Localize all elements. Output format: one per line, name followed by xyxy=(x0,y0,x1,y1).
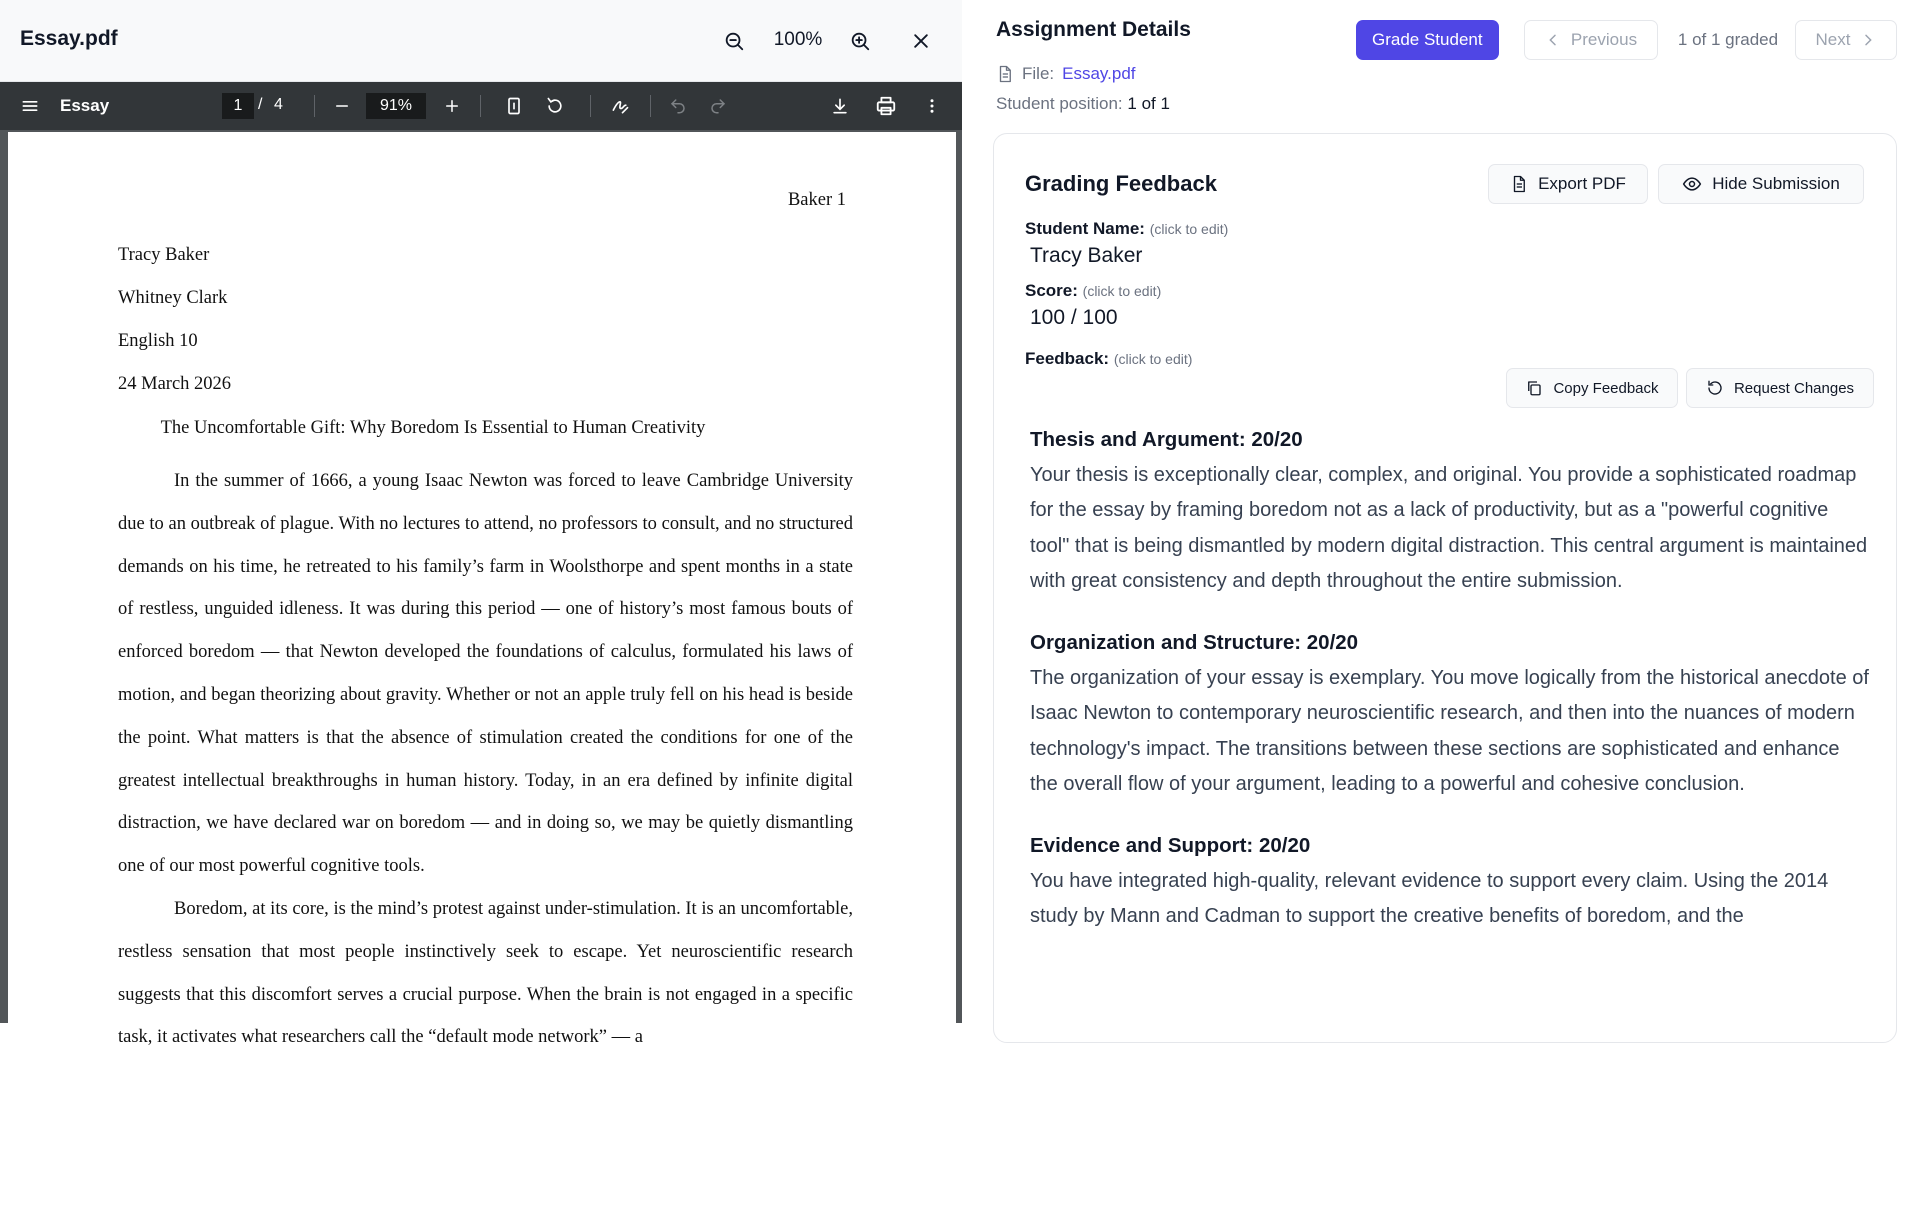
download-icon xyxy=(830,96,850,116)
more-vert-icon xyxy=(923,97,941,115)
pdf-toolbar xyxy=(0,82,962,130)
more-options-button[interactable] xyxy=(916,90,948,122)
edit-hint: (click to edit) xyxy=(1113,351,1193,367)
pdf-page xyxy=(8,132,956,1232)
feedback-section xyxy=(1030,828,1870,935)
document-name: Essay xyxy=(60,96,110,115)
student-name-label xyxy=(1025,219,1228,239)
zoom-in-icon xyxy=(849,30,871,52)
zoom-percent-input[interactable] xyxy=(366,93,426,119)
annotate-button[interactable] xyxy=(604,90,636,122)
zoom-out-icon xyxy=(723,30,745,52)
edit-hint: (click to edit) xyxy=(1149,221,1229,237)
author-name: Tracy Baker xyxy=(118,245,210,265)
student-position xyxy=(996,94,1170,114)
position-value: 1 of 1 xyxy=(1127,94,1170,113)
close-icon xyxy=(911,31,931,51)
essay-body xyxy=(118,460,853,1059)
copy-feedback-label: Copy Feedback xyxy=(1553,379,1659,397)
minus-icon xyxy=(333,97,351,115)
undo-button[interactable] xyxy=(662,90,694,122)
feedback-section-heading: Organization and Structure: 20/20 xyxy=(1030,630,1359,654)
chevron-left-icon xyxy=(1545,32,1561,48)
card-title: Grading Feedback xyxy=(1025,171,1217,196)
refresh-icon xyxy=(1706,379,1724,397)
redo-button[interactable] xyxy=(702,90,734,122)
close-viewer-button[interactable] xyxy=(904,24,938,58)
score-label-text: Score: xyxy=(1025,281,1078,300)
toolbar-divider xyxy=(650,95,651,117)
next-label: Next xyxy=(1815,30,1851,49)
essay-date: 24 March 2026 xyxy=(118,374,232,394)
menu-icon xyxy=(20,96,40,116)
menu-button[interactable] xyxy=(14,90,46,122)
grading-feedback-card xyxy=(993,133,1897,1043)
zoom-out-button[interactable] xyxy=(717,24,751,58)
export-pdf-label: Export PDF xyxy=(1538,174,1626,193)
rotate-icon xyxy=(545,96,565,116)
page-total: 4 xyxy=(274,96,283,113)
feedback-section-text: You have integrated high-quality, relevant evidence to support every claim. Using the 2014 study by Mann and Cadman to support the creative benefits of boredom, and the xyxy=(1030,869,1829,928)
feedback-section-heading: Evidence and Support: 20/20 xyxy=(1030,833,1311,857)
course-name: English 10 xyxy=(118,331,198,351)
request-changes-label: Request Changes xyxy=(1733,379,1855,397)
eye-icon xyxy=(1682,174,1702,194)
feedback-text[interactable] xyxy=(1030,422,1870,960)
file-link[interactable]: Essay.pdf xyxy=(1062,64,1136,83)
redo-icon xyxy=(709,97,727,115)
position-label: Student position: xyxy=(996,94,1123,113)
zoom-in-pdf-button[interactable] xyxy=(436,90,468,122)
feedback-section-heading: Thesis and Argument: 20/20 xyxy=(1030,428,1303,451)
fit-page-icon xyxy=(504,96,524,116)
toolbar-divider xyxy=(480,95,481,117)
print-button[interactable] xyxy=(870,90,902,122)
plus-icon xyxy=(443,97,461,115)
copy-icon xyxy=(1525,379,1543,397)
assignment-details-panel xyxy=(963,0,1920,1023)
zoom-level: 100% xyxy=(773,29,823,50)
grade-student-button[interactable]: Grade Student xyxy=(1356,20,1499,60)
previous-label: Previous xyxy=(1570,30,1638,49)
zoom-out-pdf-button[interactable] xyxy=(326,90,358,122)
undo-icon xyxy=(669,97,687,115)
file-label: File: xyxy=(1022,64,1055,83)
essay-paragraph: Boredom, at its core, is the mind’s protest against under-stimulation. It is an uncomfortable, restless sensation that most people instinctively seek to escape. Yet neuroscientific research suggests that this discomfort serves a crucial purpose. When the brain is not engaged in a specific task, it activates what researchers call the “default mode network” — a xyxy=(118,898,853,1048)
previous-button[interactable] xyxy=(1524,20,1658,60)
feedback-section-text: The organization of your essay is exemplary. You move logically from the historical anecdote of Isaac Newton to contemporary neuroscientific research, and then into the nuances of modern technology's impact. The transitions between these sections are sophisticated and enhance the overall flow of your argument, leading to a powerful and cohesive conclusion. xyxy=(1030,666,1869,796)
annotate-icon xyxy=(610,96,630,116)
score-label xyxy=(1025,281,1161,301)
request-changes-button[interactable] xyxy=(1686,368,1874,408)
rotate-button[interactable] xyxy=(539,90,571,122)
instructor-name: Whitney Clark xyxy=(118,288,228,308)
fit-page-button[interactable] xyxy=(498,90,530,122)
download-button[interactable] xyxy=(824,90,856,122)
pdf-canvas[interactable] xyxy=(0,130,962,1048)
export-pdf-button[interactable] xyxy=(1488,164,1648,204)
student-name-label-text: Student Name: xyxy=(1025,219,1145,238)
graded-count: 1 of 1 graded xyxy=(1677,30,1779,49)
details-title: Assignment Details xyxy=(996,18,1191,41)
essay-title: The Uncomfortable Gift: Why Boredom Is Essential to Human Creativity xyxy=(160,418,706,438)
essay-paragraph: In the summer of 1666, a young Isaac Newton was forced to leave Cambridge University due to an outbreak of plague. With no lectures to attend, no professors to consult, and no structured demands on his time, he retreated to his family’s farm in Woolsthorpe and spent months in a state of restless, unguided idleness. It was during this period — one of history’s most famous bouts of enforced boredom — that Newton developed the foundations of calculus, formulated his laws of motion, and began theorizing about gravity. Whether or not an apple truly fell on his head is beside the point. What matters is that the absence of stimulation created the conditions for one of the greatest intellectual breakthroughs in human history. Today, in an era defined by infinite digital distraction, we have declared war on boredom — and in doing so, we may be quietly dismantling one of our most powerful cognitive tools. xyxy=(118,471,853,877)
hide-submission-button[interactable] xyxy=(1658,164,1864,204)
student-name-value[interactable]: Tracy Baker xyxy=(1030,244,1143,267)
file-row xyxy=(996,64,1136,84)
next-button[interactable] xyxy=(1795,20,1897,60)
print-icon xyxy=(875,95,897,117)
feedback-section xyxy=(1030,625,1870,803)
feedback-label xyxy=(1025,349,1192,369)
toolbar-divider xyxy=(590,95,591,117)
running-header: Baker 1 xyxy=(787,190,846,210)
copy-feedback-button[interactable] xyxy=(1506,368,1678,408)
chevron-right-icon xyxy=(1860,32,1876,48)
viewer-title: Essay.pdf xyxy=(20,27,118,50)
toolbar-divider xyxy=(314,95,315,117)
score-value[interactable]: 100 / 100 xyxy=(1030,306,1118,329)
page-separator: / xyxy=(258,96,263,113)
pdf-viewer-panel xyxy=(0,0,962,1048)
feedback-section xyxy=(1030,422,1870,600)
hide-submission-label: Hide Submission xyxy=(1712,174,1840,193)
file-icon xyxy=(996,65,1014,83)
feedback-label-text: Feedback: xyxy=(1025,349,1110,368)
edit-hint: (click to edit) xyxy=(1082,283,1162,299)
page-number-input[interactable] xyxy=(222,93,254,119)
viewer-header xyxy=(0,0,962,82)
feedback-section-text: Your thesis is exceptionally clear, complex, and original. You provide a sophisticated roadmap for the essay by framing boredom not as a lack of productivity, but as a "powerful cognitive tool" that is being dismantled by modern digital distraction. This central argument is maintained with great consistency and depth throughout the entire submission. xyxy=(1030,463,1868,593)
document-icon xyxy=(1510,175,1528,193)
zoom-in-button[interactable] xyxy=(843,24,877,58)
